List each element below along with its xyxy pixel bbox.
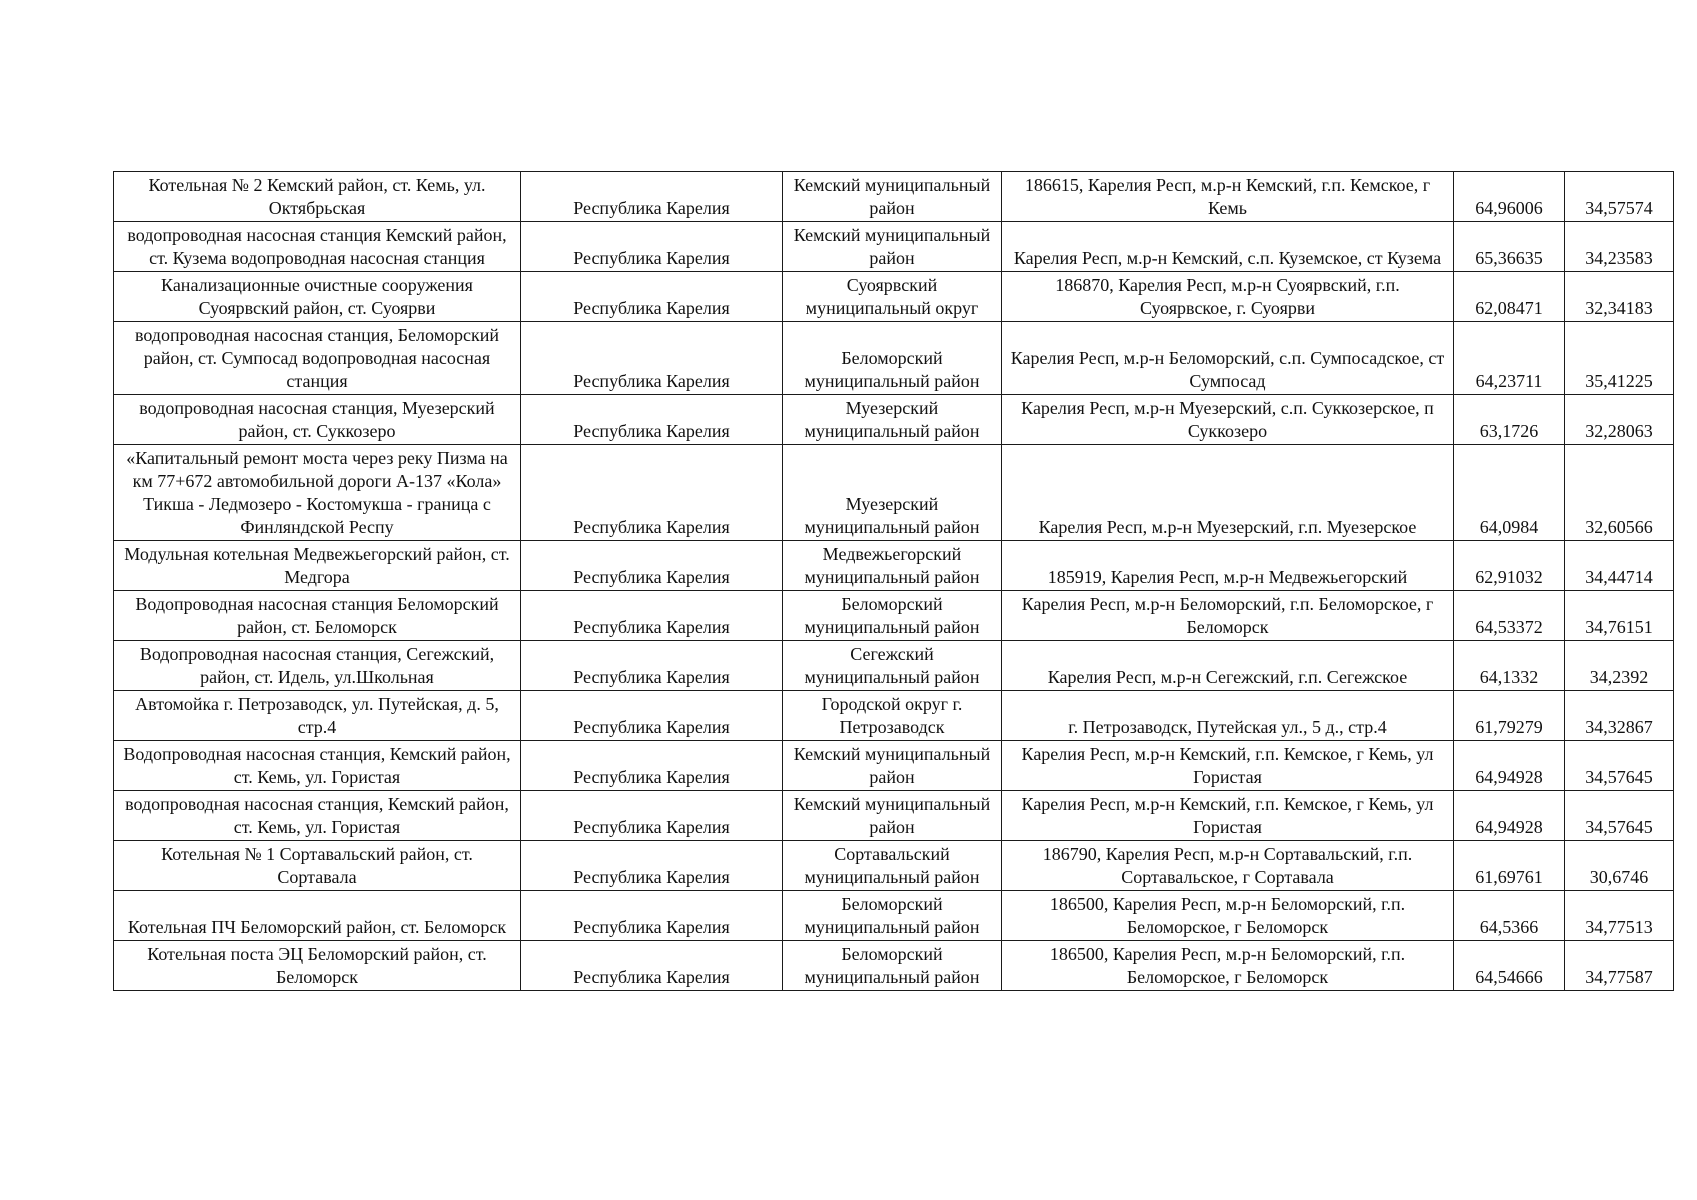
municipality-cell: Кемский муниципальный район bbox=[783, 791, 1002, 841]
address-cell: Карелия Респ, м.р-н Муезерский, с.п. Суккозерское, п Суккозеро bbox=[1002, 395, 1454, 445]
longitude-cell: 34,44714 bbox=[1565, 541, 1674, 591]
region-cell: Республика Карелия bbox=[521, 395, 783, 445]
object-name-cell: Автомойка г. Петрозаводск, ул. Путейская, д. 5, стр.4 bbox=[114, 691, 521, 741]
table-row bbox=[114, 891, 1674, 941]
address-cell: Карелия Респ, м.р-н Беломорский, г.п. Беломорское, г Беломорск bbox=[1002, 591, 1454, 641]
table-row bbox=[114, 322, 1674, 395]
object-name-cell: водопроводная насосная станция, Муезерский район, ст. Суккозеро bbox=[114, 395, 521, 445]
latitude-cell: 64,54666 bbox=[1454, 941, 1565, 991]
municipality-cell: Сегежский муниципальный район bbox=[783, 641, 1002, 691]
longitude-cell: 30,6746 bbox=[1565, 841, 1674, 891]
table-row bbox=[114, 541, 1674, 591]
municipality-cell: Беломорский муниципальный район bbox=[783, 891, 1002, 941]
longitude-cell: 34,23583 bbox=[1565, 222, 1674, 272]
region-cell: Республика Карелия bbox=[521, 222, 783, 272]
table-row bbox=[114, 222, 1674, 272]
latitude-cell: 63,1726 bbox=[1454, 395, 1565, 445]
object-name-cell: Водопроводная насосная станция, Кемский район, ст. Кемь, ул. Гористая bbox=[114, 741, 521, 791]
latitude-cell: 64,53372 bbox=[1454, 591, 1565, 641]
table-row bbox=[114, 841, 1674, 891]
longitude-cell: 34,77513 bbox=[1565, 891, 1674, 941]
region-cell: Республика Карелия bbox=[521, 791, 783, 841]
latitude-cell: 64,96006 bbox=[1454, 172, 1565, 222]
table-row bbox=[114, 445, 1674, 541]
longitude-cell: 35,41225 bbox=[1565, 322, 1674, 395]
objects-table bbox=[113, 171, 1674, 991]
longitude-cell: 32,34183 bbox=[1565, 272, 1674, 322]
municipality-cell: Кемский муниципальный район bbox=[783, 741, 1002, 791]
longitude-cell: 32,60566 bbox=[1565, 445, 1674, 541]
municipality-cell: Кемский муниципальный район bbox=[783, 172, 1002, 222]
latitude-cell: 64,23711 bbox=[1454, 322, 1565, 395]
latitude-cell: 61,79279 bbox=[1454, 691, 1565, 741]
address-cell: Карелия Респ, м.р-н Кемский, г.п. Кемское, г Кемь, ул Гористая bbox=[1002, 741, 1454, 791]
region-cell: Республика Карелия bbox=[521, 691, 783, 741]
address-cell: Карелия Респ, м.р-н Муезерский, г.п. Муезерское bbox=[1002, 445, 1454, 541]
municipality-cell: Беломорский муниципальный район bbox=[783, 591, 1002, 641]
address-cell: Карелия Респ, м.р-н Беломорский, с.п. Сумпосадское, ст Сумпосад bbox=[1002, 322, 1454, 395]
latitude-cell: 64,94928 bbox=[1454, 791, 1565, 841]
region-cell: Республика Карелия bbox=[521, 272, 783, 322]
latitude-cell: 62,91032 bbox=[1454, 541, 1565, 591]
region-cell: Республика Карелия bbox=[521, 541, 783, 591]
municipality-cell: Муезерский муниципальный район bbox=[783, 395, 1002, 445]
region-cell: Республика Карелия bbox=[521, 445, 783, 541]
latitude-cell: 64,5366 bbox=[1454, 891, 1565, 941]
address-cell: 186500, Карелия Респ, м.р-н Беломорский, г.п. Беломорское, г Беломорск bbox=[1002, 891, 1454, 941]
region-cell: Республика Карелия bbox=[521, 322, 783, 395]
table-row bbox=[114, 172, 1674, 222]
address-cell: Карелия Респ, м.р-н Сегежский, г.п. Сегежское bbox=[1002, 641, 1454, 691]
object-name-cell: «Капитальный ремонт моста через реку Пизма на км 77+672 автомобильной дороги А-137 «Кола» Тикша - Ледмозеро - Костомукша - граница с Финляндской Респу bbox=[114, 445, 521, 541]
address-cell: 185919, Карелия Респ, м.р-н Медвежьегорский bbox=[1002, 541, 1454, 591]
object-name-cell: Модульная котельная Медвежьегорский район, ст. Медгора bbox=[114, 541, 521, 591]
municipality-cell: Муезерский муниципальный район bbox=[783, 445, 1002, 541]
object-name-cell: Водопроводная насосная станция Беломорский район, ст. Беломорск bbox=[114, 591, 521, 641]
latitude-cell: 62,08471 bbox=[1454, 272, 1565, 322]
longitude-cell: 34,32867 bbox=[1565, 691, 1674, 741]
table-row bbox=[114, 691, 1674, 741]
object-name-cell: водопроводная насосная станция, Кемский район, ст. Кемь, ул. Гористая bbox=[114, 791, 521, 841]
table-row bbox=[114, 272, 1674, 322]
latitude-cell: 65,36635 bbox=[1454, 222, 1565, 272]
latitude-cell: 64,94928 bbox=[1454, 741, 1565, 791]
region-cell: Республика Карелия bbox=[521, 591, 783, 641]
region-cell: Республика Карелия bbox=[521, 641, 783, 691]
object-name-cell: Котельная № 1 Сортавальский район, ст. Сортавала bbox=[114, 841, 521, 891]
table-row bbox=[114, 791, 1674, 841]
address-cell: г. Петрозаводск, Путейская ул., 5 д., стр.4 bbox=[1002, 691, 1454, 741]
table-row bbox=[114, 941, 1674, 991]
table-row bbox=[114, 395, 1674, 445]
municipality-cell: Суоярвский муниципальный округ bbox=[783, 272, 1002, 322]
region-cell: Республика Карелия bbox=[521, 891, 783, 941]
region-cell: Республика Карелия bbox=[521, 941, 783, 991]
latitude-cell: 64,0984 bbox=[1454, 445, 1565, 541]
region-cell: Республика Карелия bbox=[521, 172, 783, 222]
longitude-cell: 34,76151 bbox=[1565, 591, 1674, 641]
object-name-cell: Котельная ПЧ Беломорский район, ст. Беломорск bbox=[114, 891, 521, 941]
municipality-cell: Кемский муниципальный район bbox=[783, 222, 1002, 272]
object-name-cell: Водопроводная насосная станция, Сегежский, район, ст. Идель, ул.Школьная bbox=[114, 641, 521, 691]
object-name-cell: Котельная поста ЭЦ Беломорский район, ст. Беломорск bbox=[114, 941, 521, 991]
address-cell: 186500, Карелия Респ, м.р-н Беломорский, г.п. Беломорское, г Беломорск bbox=[1002, 941, 1454, 991]
municipality-cell: Беломорский муниципальный район bbox=[783, 941, 1002, 991]
longitude-cell: 34,57645 bbox=[1565, 741, 1674, 791]
address-cell: 186870, Карелия Респ, м.р-н Суоярвский, г.п. Суоярвское, г. Суоярви bbox=[1002, 272, 1454, 322]
object-name-cell: водопроводная насосная станция, Беломорский район, ст. Сумпосад водопроводная насосная станция bbox=[114, 322, 521, 395]
municipality-cell: Сортавальский муниципальный район bbox=[783, 841, 1002, 891]
table-row bbox=[114, 741, 1674, 791]
address-cell: Карелия Респ, м.р-н Кемский, с.п. Куземское, ст Кузема bbox=[1002, 222, 1454, 272]
table-row bbox=[114, 591, 1674, 641]
address-cell: 186615, Карелия Респ, м.р-н Кемский, г.п. Кемское, г Кемь bbox=[1002, 172, 1454, 222]
longitude-cell: 34,2392 bbox=[1565, 641, 1674, 691]
longitude-cell: 34,57645 bbox=[1565, 791, 1674, 841]
latitude-cell: 61,69761 bbox=[1454, 841, 1565, 891]
table-body bbox=[114, 172, 1674, 991]
latitude-cell: 64,1332 bbox=[1454, 641, 1565, 691]
address-cell: 186790, Карелия Респ, м.р-н Сортавальский, г.п. Сортавальское, г Сортавала bbox=[1002, 841, 1454, 891]
address-cell: Карелия Респ, м.р-н Кемский, г.п. Кемское, г Кемь, ул Гористая bbox=[1002, 791, 1454, 841]
longitude-cell: 34,77587 bbox=[1565, 941, 1674, 991]
object-name-cell: Котельная № 2 Кемский район, ст. Кемь, ул. Октябрьская bbox=[114, 172, 521, 222]
object-name-cell: водопроводная насосная станция Кемский район, ст. Кузема водопроводная насосная станция bbox=[114, 222, 521, 272]
longitude-cell: 32,28063 bbox=[1565, 395, 1674, 445]
region-cell: Республика Карелия bbox=[521, 741, 783, 791]
object-name-cell: Канализационные очистные сооружения Суоярвский район, ст. Суоярви bbox=[114, 272, 521, 322]
municipality-cell: Медвежьегорский муниципальный район bbox=[783, 541, 1002, 591]
municipality-cell: Городской округ г. Петрозаводск bbox=[783, 691, 1002, 741]
table-row bbox=[114, 641, 1674, 691]
region-cell: Республика Карелия bbox=[521, 841, 783, 891]
longitude-cell: 34,57574 bbox=[1565, 172, 1674, 222]
municipality-cell: Беломорский муниципальный район bbox=[783, 322, 1002, 395]
